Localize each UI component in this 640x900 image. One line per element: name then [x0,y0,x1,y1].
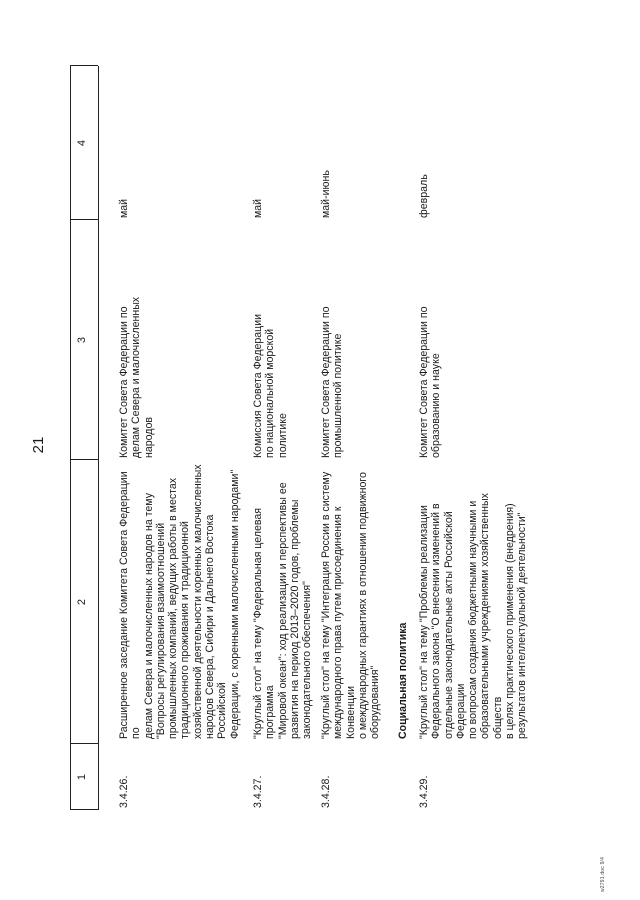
column-number-2: 2 [76,598,88,606]
responsible-committee: Комитет Совета Федерации по промышленной политике [320,306,345,458]
column-number-3: 3 [76,336,88,344]
page-number: 21 [30,436,47,454]
event-date: май-июнь [320,170,332,218]
responsible-committee: Комитет Совета Федерации по образованию и науке [418,306,443,458]
item-number: 3.4.26. [118,775,130,808]
event-description: "Круглый стол" на тему "Федеральная целевая программа "Мировой океан": ход реализации и перспективы ее развития на период 2013–2020 годов, проблемы законодательного обеспечения" [252,482,314,739]
event-description: Расширенное заседание Комитета Совета Федерации по делам Севера и малочисленных народов на тему "Вопросы регулирования взаимоотношений промышленных компаний, ведущих работы в местах традиционного проживания и традиционной хозяйственной деятельности коренных малочисленных народов Севера, Сибири и Дальнего Востока Российской Федерации, с коренными малочисленными народами" [118,464,241,739]
event-description: "Круглый стол" на тему "Проблемы реализации Федерального закона "О внесении изменений в отдельные законодательные акты Российской Федерации по вопросам создания бюджетными научными и образовательными учреждениями хозяйственных обществ в целях практического применения (внедрения) результатов интеллектуальной деятельности" [418,493,529,739]
table-header-bottom-border [98,66,99,810]
item-number: 3.4.27. [252,775,264,808]
event-date: май [118,198,130,218]
item-number: 3.4.28. [320,775,332,808]
section-title: Социальная политика [397,622,409,739]
responsible-committee: Комитет Совета Федерации по делам Севера и малочисленных народов [118,296,155,458]
column-number-4: 4 [76,139,88,147]
table-header-top-border [70,66,71,810]
responsible-committee: Комиссия Совета Федерации по национальной морской политике [252,313,289,458]
column-number-1: 1 [76,773,88,781]
event-date: февраль [418,174,430,218]
event-description: "Круглый стол" на тему "Интеграция России в систему международного права путем присоединения к Конвенции о международных гарантиях в отношении подвижного оборудования" [320,471,382,739]
event-date: май [252,198,264,218]
document-id: w2791.doc 9/4 [600,856,606,892]
item-number: 3.4.29. [418,775,430,808]
